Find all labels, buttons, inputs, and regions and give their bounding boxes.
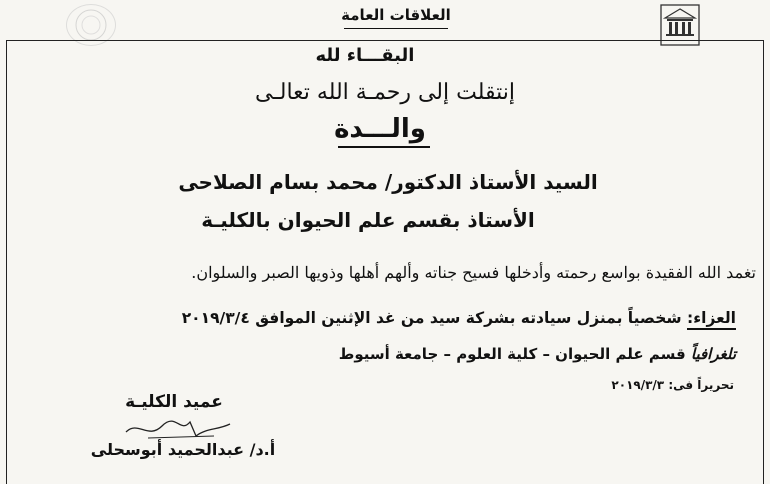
handwritten-signature	[118, 410, 236, 444]
announcement-line: إنتقلت إلى رحمـة الله تعالـى	[254, 80, 515, 105]
relation-title: والـــدة	[334, 114, 426, 144]
dean-title: عميد الكليـة	[125, 392, 223, 412]
telegram-label: تلغرافياً	[690, 345, 736, 363]
condolence-label: العزاء:	[687, 309, 736, 330]
prayer-text: تغمد الله الفقيدة بواسع رحمته وأدخلها فسيح جناته وألهم أهلها وذويها الصبر والسلوان.	[191, 263, 756, 282]
telegram-line	[240, 345, 736, 363]
date-written: تحريراً فى: ٢٠١٩/٣/٣	[611, 378, 734, 392]
relation-underline	[338, 146, 430, 148]
professor-position: الأستاذ بقسم علم الحيوان بالكليـة	[201, 208, 535, 232]
condolence-text: شخصياً بمنزل سيادته بشركة سيد من غد الإثنين الموافق ٢٠١٩/٣/٤	[181, 309, 682, 327]
telegram-address: قسم علم الحيوان – كلية العلوم – جامعة أسيوط	[338, 345, 686, 363]
department-underline	[344, 28, 448, 29]
condolence-line	[181, 309, 736, 327]
heading-condolence: البقـــاء لله	[315, 45, 415, 66]
professor-name: السيد الأستاذ الدكتور/ محمد بسام الصلاحى	[178, 170, 598, 194]
dean-name: أ.د/ عبدالحميد أبوسحلى	[90, 440, 276, 459]
seal-icon	[67, 5, 115, 45]
department-title: العلاقات العامة	[341, 6, 451, 24]
